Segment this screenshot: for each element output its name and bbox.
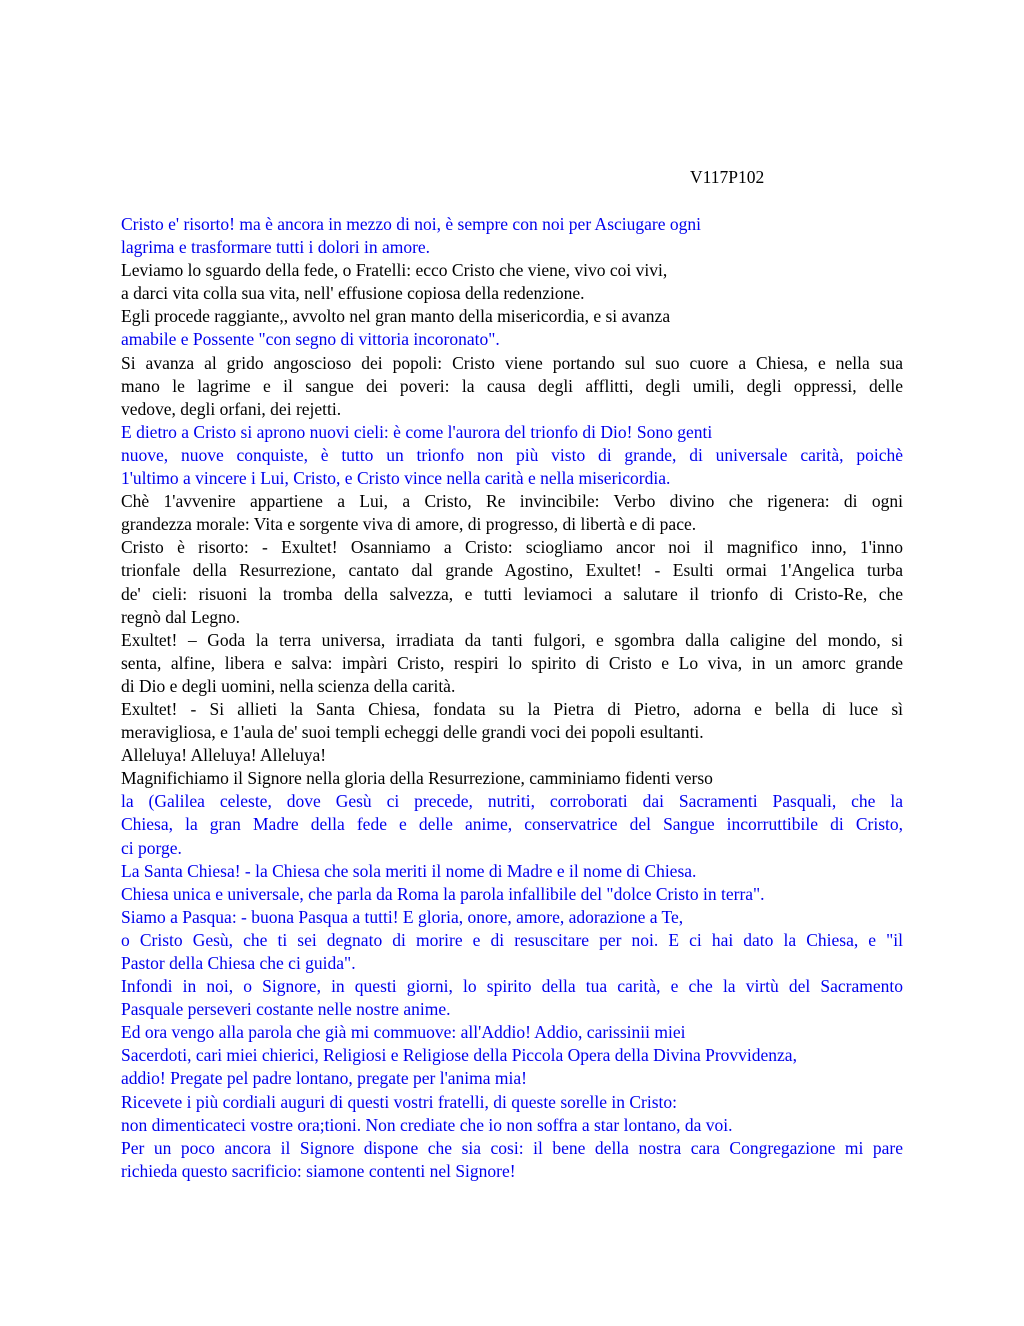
text-line: amabile e Possente "con segno di vittoria incoronato". — [121, 329, 500, 350]
text-line: addio! Pregate pel padre lontano, pregate per l'anima mia! — [121, 1068, 527, 1089]
text-line: regnò dal Legno. — [121, 606, 241, 627]
text-line: Chiesa, la gran Madre della fede e delle anime, conservatrice del Sangue incorruttibile di Cristo, — [121, 814, 903, 835]
text-line: lagrima e trasformare tutti i dolori in amore. — [121, 237, 431, 258]
text-line: Pastor della Chiesa che ci guida". — [121, 953, 356, 973]
text-line: Per un poco ancora il Signore dispone che sia cosi: il bene della nostra cara Congregazione mi pare — [121, 1137, 903, 1158]
text-line: ci porge. — [121, 837, 182, 858]
text-line: o Cristo Gesù, che ti sei degnato di morire e di resuscitare per noi. E ci hai dato la Chiesa, e "il — [121, 929, 903, 950]
text-line: meravigliosa, e 1'aula de' suoi templi echeggi delle grandi voci dei popoli esultanti. — [121, 722, 704, 743]
text-line: vedove, degli orfani, dei rejetti. — [121, 398, 342, 419]
text-line: Leviamo lo sguardo della fede, o Fratelli: ecco Cristo che viene, vivo coi vivi, — [121, 260, 668, 281]
text-line: Cristo e' risorto! ma è ancora in mezzo di noi, è sempre con noi per Asciugare ogni — [121, 214, 701, 234]
text-line: trionfale della Resurrezione, cantato dal grande Agostino, Exultet! - Esulti ormai 1'Angelica turba — [121, 560, 903, 581]
document-code: V117P102 — [690, 167, 765, 187]
text-line: grandezza morale: Vita e sorgente viva di amore, di progresso, di libertà e di pace. — [121, 514, 697, 535]
text-line: E dietro a Cristo si aprono nuovi cieli: è come l'aurora del trionfo di Dio! Sono genti — [121, 421, 713, 442]
text-line: la (Galilea celeste, dove Gesù ci precede, nutriti, corroborati dai Sacramenti Pasquali, che la — [121, 791, 903, 812]
text-line: 1'ultimo a vincere i Lui, Cristo, e Cristo vince nella carità e nella misericordia. — [121, 468, 671, 489]
text-line: Ed ora vengo alla parola che già mi commuove: all'Addio! Addio, carissinii miei — [121, 1022, 686, 1043]
text-line: Egli procede raggiante,, avvolto nel gran manto della misericordia, e si avanza — [121, 306, 671, 327]
text-line: Ricevete i più cordiali auguri di questi vostri fratelli, di queste sorelle in Cristo: — [121, 1091, 677, 1112]
text-line: Infondi in noi, o Signore, in questi giorni, lo spirito della tua carità, e che la virtù del Sacramento — [121, 976, 903, 997]
text-line: Siamo a Pasqua: - buona Pasqua a tutti! E gloria, onore, amore, adorazione a Te, — [121, 906, 684, 927]
text-line: Sacerdoti, cari miei chierici, Religiosi e Religiose della Piccola Opera della Divina Provvidenza, — [121, 1045, 797, 1066]
text-line: Pasquale perseveri costante nelle nostre anime. — [121, 999, 451, 1020]
text-line: richieda questo sacrificio: siamone contenti nel Signore! — [121, 1160, 516, 1181]
text-line: Exultet! - Si allieti la Santa Chiesa, fondata su la Pietra di Pietro, adorna e bella di luce sì — [121, 698, 903, 719]
text-line: de' cieli: risuoni la tromba della salvezza, e tutti leviamoci a salutare il trionfo di Cristo-Re, che — [121, 583, 903, 604]
text-line: Si avanza al grido angoscioso dei popoli: Cristo viene portando sul suo cuore a Chiesa, e nella sua — [121, 352, 903, 373]
text-line: Cristo è risorto: - Exultet! Osanniamo a Cristo: sciogliamo ancor noi il magnifico inno, 1'inno — [121, 537, 903, 558]
text-line: a darci vita colla sua vita, nell' effusione copiosa della redenzione. — [121, 283, 585, 304]
text-line: Magnifichiamo il Signore nella gloria della Resurrezione, camminiamo fidenti verso — [121, 768, 713, 789]
text-line: Exultet! – Goda la terra universa, irradiata da tanti fulgori, e sgombra dalla caligine del mondo, si — [121, 629, 903, 650]
text-line: non dimenticateci vostre ora;tioni. Non crediate che io non soffra a star lontano, da voi. — [121, 1114, 733, 1135]
text-line: senta, alfine, libera e salva: impàri Cristo, respiri lo spirito di Cristo e Lo viva, in un amorc grande — [121, 652, 903, 673]
text-line: di Dio e degli uomini, nella scienza della carità. — [121, 675, 456, 696]
text-line: Alleluya! Alleluya! Alleluya! — [121, 745, 327, 766]
text-line: Chè 1'avvenire appartiene a Lui, a Cristo, Re invincibile: Verbo divino che rigenera: di ogni — [121, 491, 903, 512]
text-line: mano le lagrime e il sangue dei poveri: la causa degli afflitti, degli umili, degli oppressi, delle — [121, 375, 903, 396]
letter-body — [121, 213, 903, 1183]
text-line: La Santa Chiesa! - la Chiesa che sola meriti il nome di Madre e il nome di Chiesa. — [121, 860, 697, 881]
text-line: nuove, nuove conquiste, è tutto un trionfo non più visto di grande, di universale carità, poichè — [121, 444, 903, 465]
text-line: Chiesa unica e universale, che parla da Roma la parola infallibile del "dolce Cristo in terra". — [121, 883, 765, 904]
